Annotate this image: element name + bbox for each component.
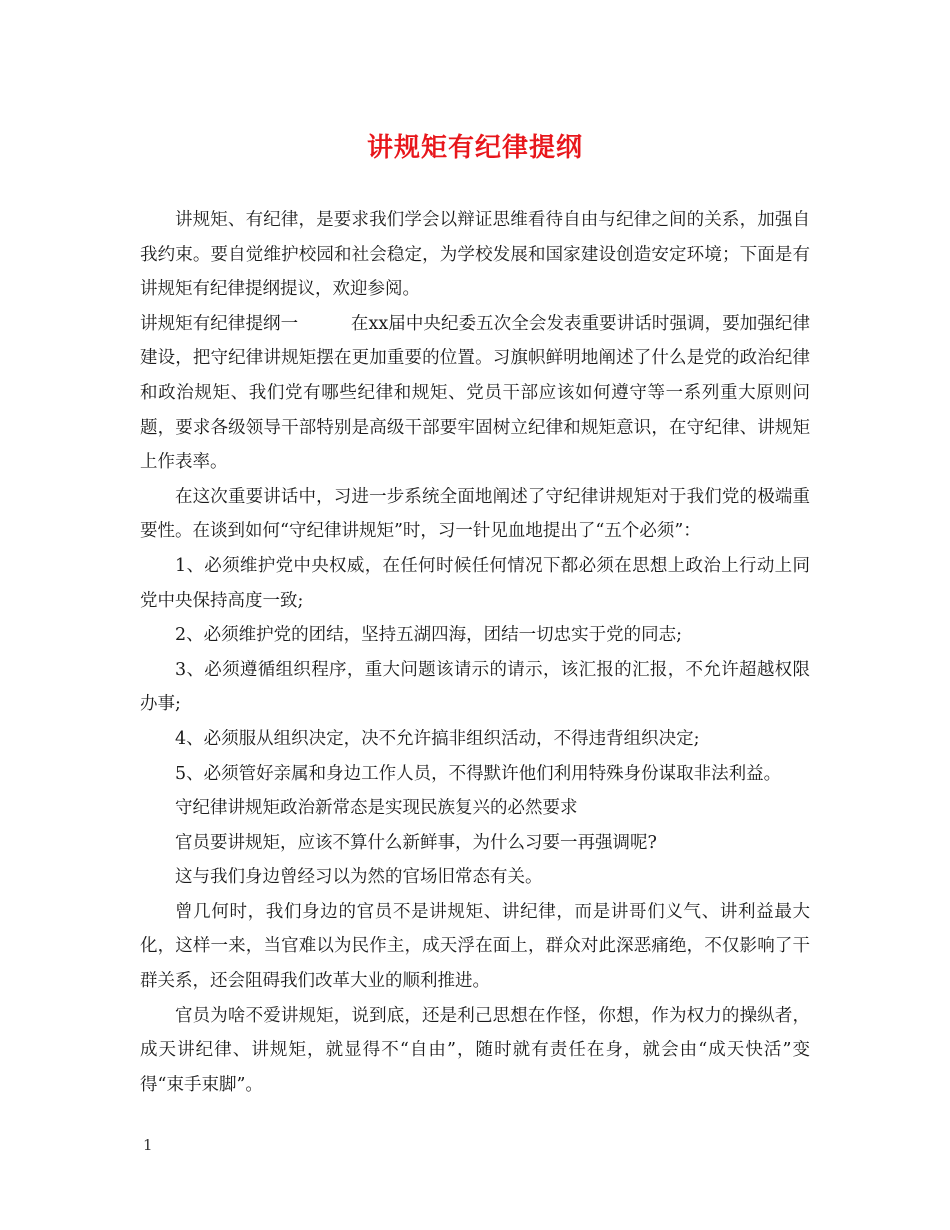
page-number: 1: [143, 1136, 153, 1154]
list-item-2: 2、必须维护党的团结，坚持五湖四海，团结一切忠实于党的同志;: [175, 625, 683, 646]
list-item-5: 5、必须管好亲属和身边工作人员，不得默许他们利用特殊身份谋取非法利益。: [175, 763, 782, 784]
document-title: 讲规矩有纪律提纲: [366, 133, 583, 163]
list-item-4: 4、必须服从组织决定，决不允许搞非组织活动，不得违背组织决定;: [175, 728, 700, 749]
list-item-1: 1、必须维护党中央权威，在任何时候任何情况下都必须在思想上政治上行动上同党中央保持高度一致;: [140, 555, 810, 611]
paragraph-outline-one: 讲规矩有纪律提纲一 在xx届中央纪委五次全会发表重要讲话时强调，要加强纪律建设，把守纪律讲规矩摆在更加重要的位置。习旗帜鲜明地阐述了什么是党的政治纪律和政治规矩、我们党有哪些纪律和规矩、党员干部应该如何遵守等一系列重大原则问题，要求各级领导干部特别是高级干部要牢固树立纪律和规矩意识，在守纪律、讲规矩上作表率。: [140, 313, 810, 473]
paragraph-five-musts-intro: 在这次重要讲话中，习进一步系统全面地阐述了守纪律讲规矩对于我们党的极端重要性。在谈到如何“守纪律讲规矩”时，习一针见血地提出了“五个必须”：: [140, 486, 810, 542]
section-heading: 守纪律讲规矩政治新常态是实现民族复兴的必然要求: [175, 798, 578, 819]
paragraph-intro: 讲规矩、有纪律，是要求我们学会以辩证思维看待自由与纪律之间的关系，加强自我约束。要自觉维护校园和社会稳定，为学校发展和国家建设创造安定环境；下面是有讲规矩有纪律提纲提议，欢迎参阅。: [140, 210, 810, 300]
list-item-3: 3、必须遵循组织程序，重大问题该请示的请示，该汇报的汇报，不允许超越权限办事;: [140, 659, 810, 715]
document-body: [140, 203, 810, 1102]
paragraph-past-officials: 曾几何时，我们身边的官员不是讲规矩、讲纪律，而是讲哥们义气、讲利益最大化，这样一来，当官难以为民作主，成天浮在面上，群众对此深恶痛绝，不仅影响了干群关系，还会阻碍我们改革大业的顺利推进。: [140, 901, 810, 992]
paragraph-old-norm: 这与我们身边曾经习以为然的官场旧常态有关。: [175, 867, 543, 888]
paragraph-why-officials: 官员为啥不爱讲规矩，说到底，还是利己思想在作怪，你想，作为权力的操纵者，成天讲纪律、讲规矩，就显得不“自由”，随时就有责任在身，就会由“成天快活”变得“束手束脚”。: [140, 1005, 810, 1095]
paragraph-question: 官员要讲规矩，应该不算什么新鲜事，为什么习要一再强调呢?: [175, 832, 657, 853]
